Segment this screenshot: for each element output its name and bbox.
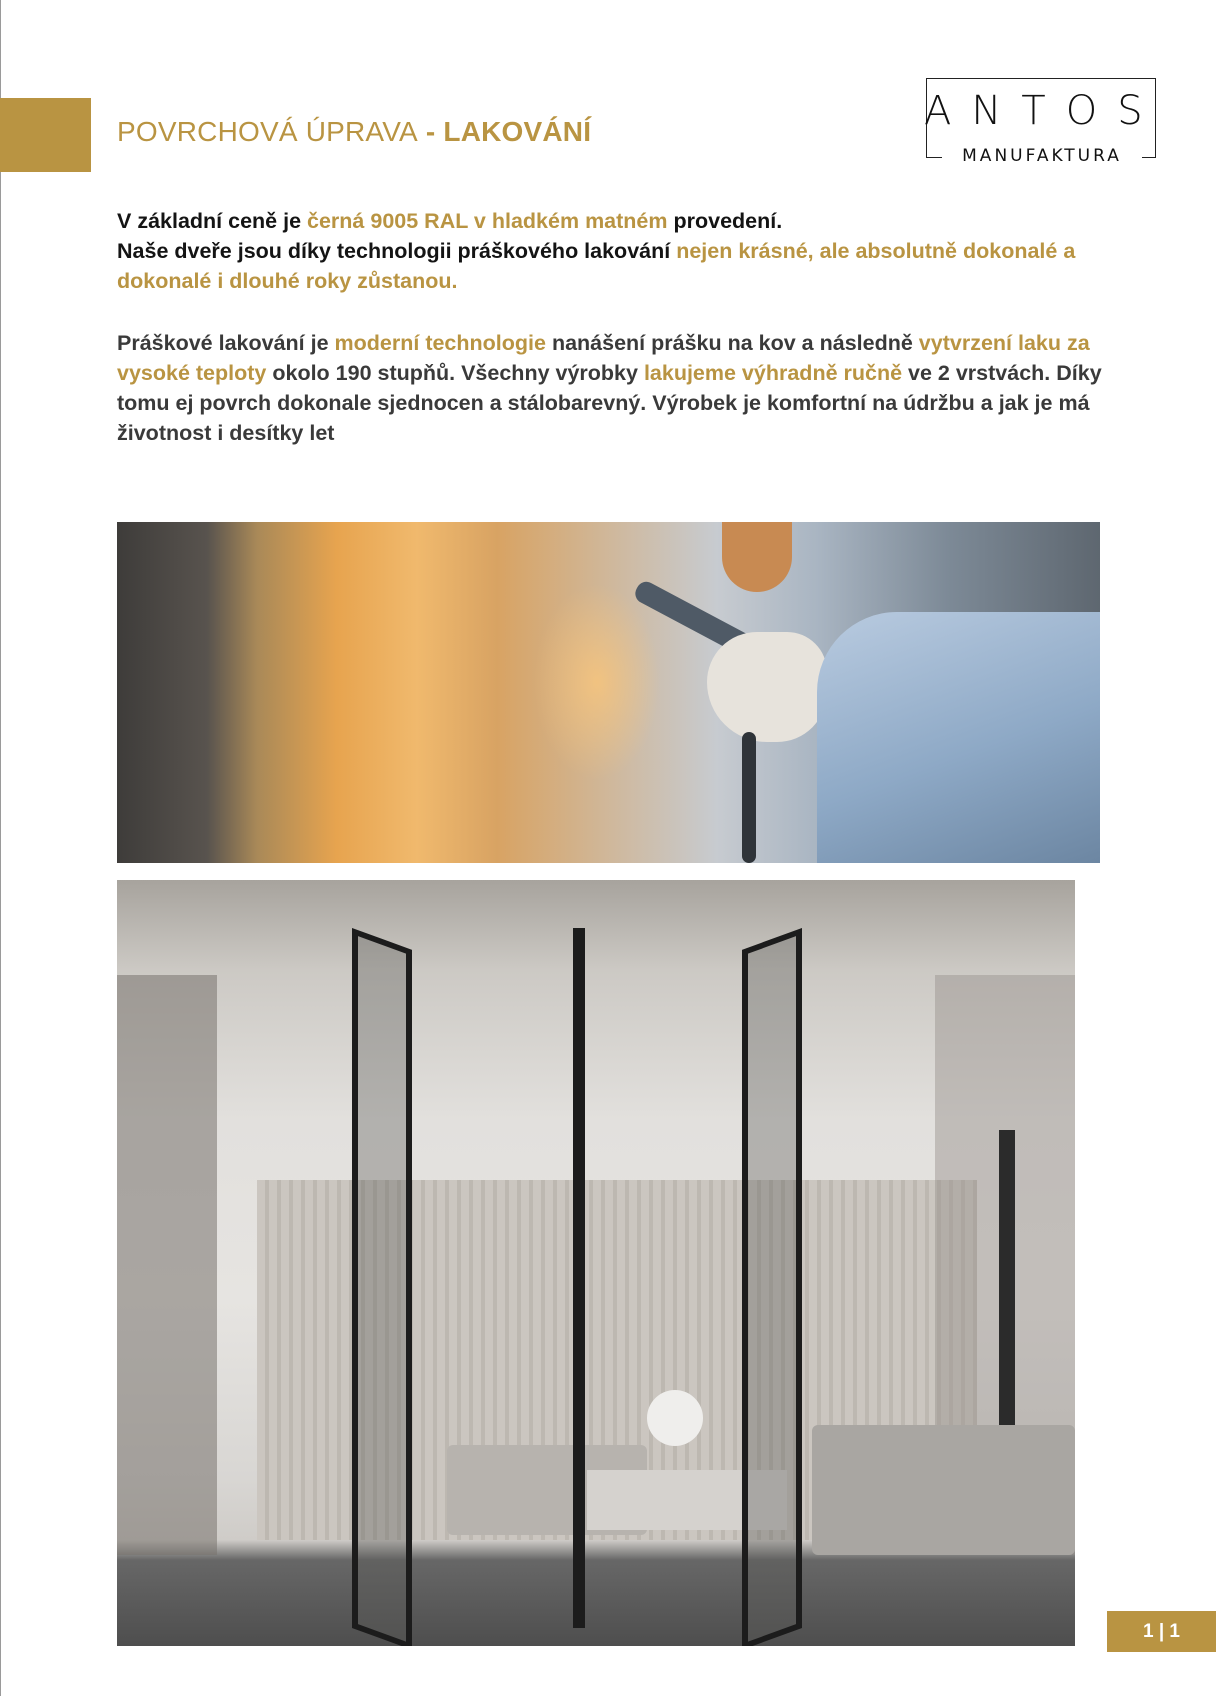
powder-coating-photo xyxy=(117,522,1100,863)
worker-sleeve xyxy=(817,612,1100,863)
left-glass-panel xyxy=(117,975,217,1555)
text-run: provedení. xyxy=(667,209,783,233)
technology-paragraph xyxy=(117,328,1117,448)
title-regular: POVRCHOVÁ ÚPRAVA xyxy=(117,116,418,147)
center-mullion xyxy=(573,928,585,1628)
text-run: ve 2 vrstvách. Díky tomu ej povrch dokonale sjednocen a stálobarevný. Výrobek je komfortní na údržbu a jak je má životnost i desítky let xyxy=(117,361,1102,445)
page-edge xyxy=(0,0,1,1696)
logo-subtitle: MANUFAKTURA xyxy=(942,146,1142,170)
gloved-hand xyxy=(707,632,827,742)
text-run: Naše dveře jsou díky technologii práškového lakování xyxy=(117,239,677,263)
text-run: V základní ceně je xyxy=(117,209,308,233)
spray-gun-hopper xyxy=(722,522,792,592)
highlight-run: vytvrzení laku za vysoké teploty xyxy=(117,331,1090,385)
text-run: nanášení prášku na kov a následně xyxy=(545,331,919,355)
intro-paragraph xyxy=(117,206,1117,296)
antos-logo xyxy=(924,76,1163,170)
highlight-run: černá 9005 RAL v hladkém matném xyxy=(307,209,668,233)
accent-block xyxy=(0,98,91,172)
logo-mark: ANTOS xyxy=(924,88,1163,134)
title-separator: - xyxy=(417,116,444,147)
table-lamp xyxy=(647,1390,703,1446)
right-pivot-door xyxy=(742,928,802,1646)
spray-hose xyxy=(742,732,756,863)
glass-doors-interior-photo xyxy=(117,880,1075,1646)
left-pivot-door xyxy=(352,928,412,1646)
highlight-run: moderní technologie xyxy=(334,331,546,355)
highlight-run: nejen krásné, ale absolutně dokonalé a dokonalé i dlouhé roky zůstanou. xyxy=(117,239,1076,293)
fireplace-flue xyxy=(999,1130,1015,1430)
page-title xyxy=(117,116,591,148)
page-number: 1 | 1 xyxy=(1107,1611,1216,1652)
text-run: okolo 190 stupňů. Všechny výrobky xyxy=(266,361,644,385)
title-bold: LAKOVÁNÍ xyxy=(443,116,592,147)
sofa xyxy=(812,1425,1075,1555)
text-run: Práškové lakování je xyxy=(117,331,335,355)
highlight-run: lakujeme výhradně ručně xyxy=(643,361,903,385)
